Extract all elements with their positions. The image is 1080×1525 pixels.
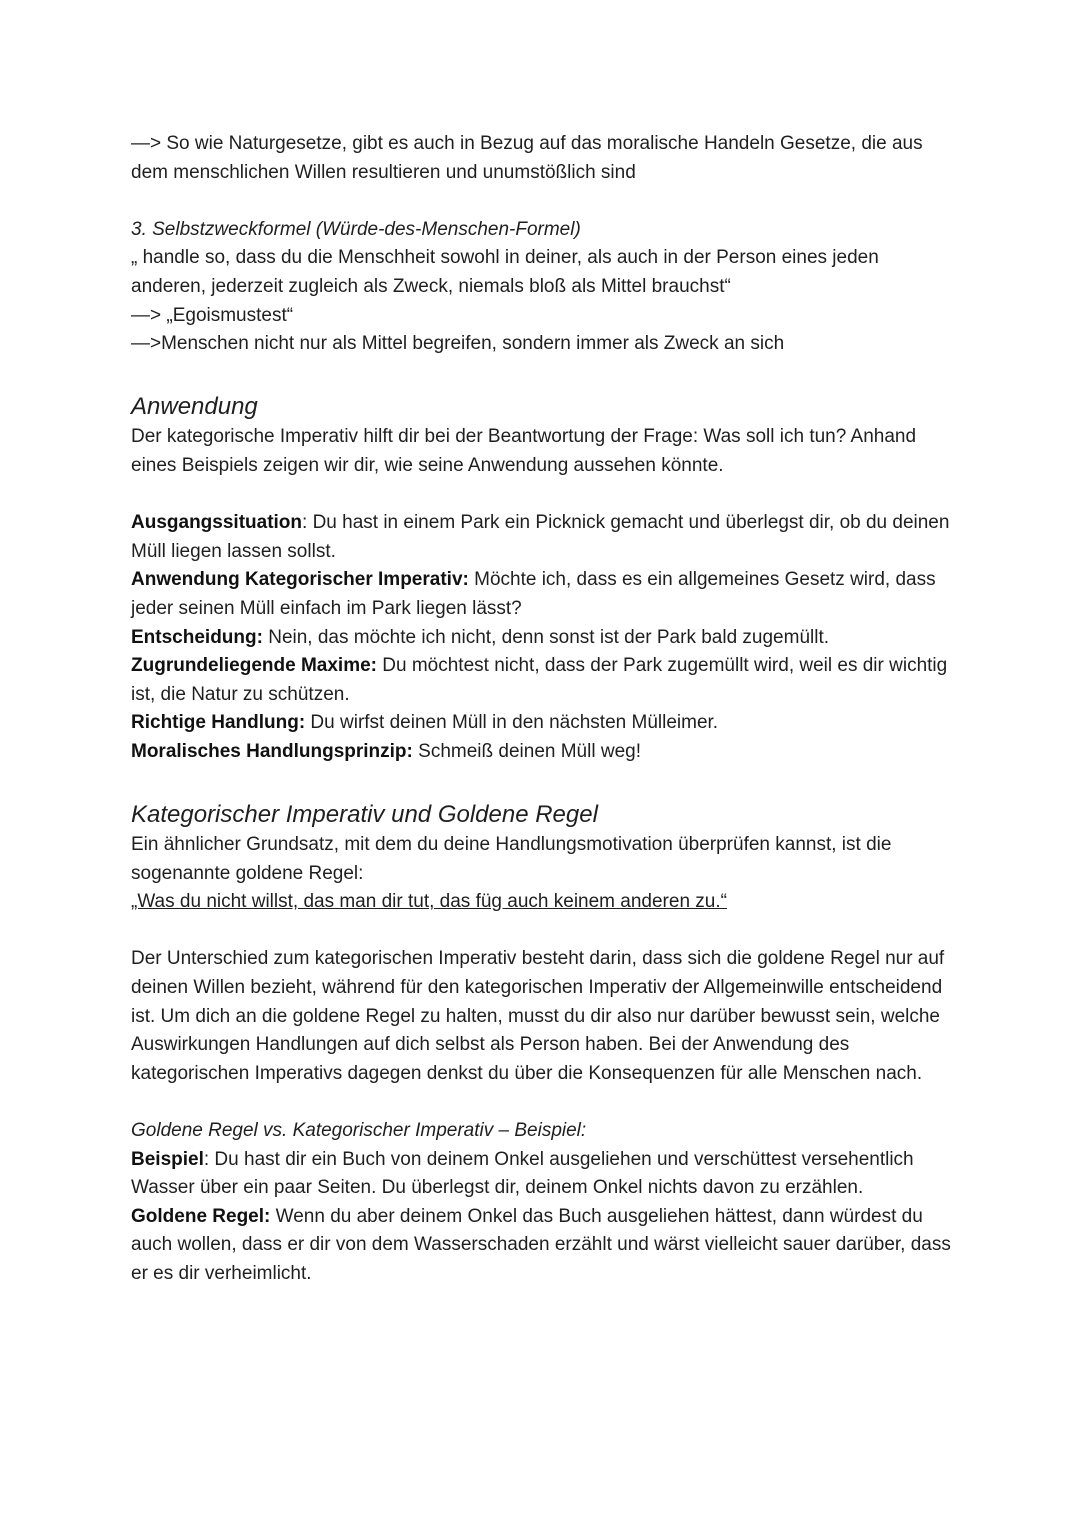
formula3-note-egoism: —> „Egoismustest“ — [131, 304, 294, 326]
anwendung-intro: Der kategorische Imperativ hilft dir bei der Beantwortung der Frage: Was soll ich tun? Anhand eines Beispiels zeigen wir dir, wie seine Anwendung aussehen könnte. — [131, 426, 917, 476]
heading-goldene-regel: Kategorischer Imperativ und Goldene Regel — [131, 801, 598, 829]
anwendung-example-list — [131, 509, 951, 766]
spacer — [131, 359, 951, 388]
list-item-maxime — [131, 652, 951, 709]
example-title: Goldene Regel vs. Kategorischer Imperativ – Beispiel: — [131, 1120, 587, 1141]
item-text: Nein, das möchte ich nicht, denn sonst ist der Park bald zugemüllt. — [262, 626, 830, 648]
item-text: : Du hast in einem Park ein Picknick gemacht und überlegst dir, ob du deinen Müll liegen lassen sollst. — [131, 512, 950, 562]
goldene-paragraph: Der Unterschied zum kategorischen Imperativ besteht darin, dass sich die goldene Regel nur auf deinen Willen bezieht, während für den kategorischen Imperativ der Allgemeinwille entscheidend ist. Um dich an die goldene Regel zu halten, musst du dir also nur darüber bewusst sein, welche Auswirkungen Handlungen auf dich selbst als Person haben. Bei der Anwendung des kategorischen Imperativs dagegen denkst du über die Konsequenzen für alle Menschen nach. — [131, 948, 945, 1084]
spacer — [131, 187, 951, 216]
rule-label: Goldene Regel: — [131, 1205, 271, 1227]
item-label: Moralisches Handlungsprinzip: — [131, 740, 413, 762]
example-goldene-regel — [131, 1203, 951, 1289]
goldene-intro: Ein ähnlicher Grundsatz, mit dem du deine Handlungsmotivation überprüfen kannst, ist die sogenannte goldene Regel: — [131, 834, 892, 884]
spacer — [131, 481, 951, 510]
item-label: Zugrundeliegende Maxime: — [131, 655, 377, 677]
intro-paragraph: —> So wie Naturgesetze, gibt es auch in Bezug auf das moralische Handeln Gesetze, die aus dem menschlichen Willen resultieren und unumstößlich sind — [131, 133, 923, 183]
formula3-note-purpose: —>Menschen nicht nur als Mittel begreifen, sondern immer als Zweck an sich — [131, 333, 785, 355]
spacer — [131, 1088, 951, 1117]
example-label: Beispiel — [131, 1148, 204, 1170]
item-label: Ausgangssituation — [131, 512, 303, 534]
spacer — [131, 917, 951, 946]
spacer — [131, 766, 951, 795]
item-label: Entscheidung: — [131, 626, 263, 648]
item-text: Möchte ich, dass es ein allgemeines Gesetz wird, dass jeder seinen Müll einfach im Park liegen lässt? — [131, 569, 936, 619]
item-text: Du möchtest nicht, dass der Park zugemüllt wird, weil es dir wichtig ist, die Natur zu schützen. — [131, 655, 948, 705]
formula3-title: 3. Selbstzweckformel (Würde-des-Menschen-Formel) — [131, 218, 581, 240]
list-item-handlung — [131, 709, 951, 738]
list-item-anwendung — [131, 566, 951, 623]
example-text: : Du hast dir ein Buch von deinem Onkel ausgeliehen und verschüttest versehentlich Wasser über ein paar Seiten. Du überlegst dir, deinem Onkel nichts davon zu erzählen. — [131, 1148, 914, 1199]
heading-anwendung: Anwendung — [131, 393, 258, 421]
item-label: Anwendung Kategorischer Imperativ: — [131, 569, 469, 591]
rule-text: Wenn du aber deinem Onkel das Buch ausgeliehen hättest, dann würdest du auch wollen, dass er dir von dem Wasserschaden erzählt und wärst vielleicht sauer darüber, dass er es dir verheimlicht. — [131, 1205, 951, 1284]
example-beispiel — [131, 1146, 951, 1203]
list-item-prinzip — [131, 738, 951, 767]
formula3-quote: „ handle so, dass du die Menschheit sowohl in deiner, als auch in der Person eines jeden anderen, jederzeit zugleich als Zweck, niemals bloß als Mittel brauchst“ — [131, 247, 879, 297]
item-text: Schmeiß deinen Müll weg! — [412, 740, 641, 762]
item-label: Richtige Handlung: — [131, 712, 306, 734]
document-page — [131, 130, 951, 1289]
list-item-ausgangssituation — [131, 509, 951, 566]
goldene-quote: „Was du nicht willst, das man dir tut, das füg auch keinem anderen zu.“ — [131, 891, 727, 913]
list-item-entscheidung — [131, 624, 951, 653]
item-text: Du wirfst deinen Müll in den nächsten Mülleimer. — [305, 712, 719, 734]
